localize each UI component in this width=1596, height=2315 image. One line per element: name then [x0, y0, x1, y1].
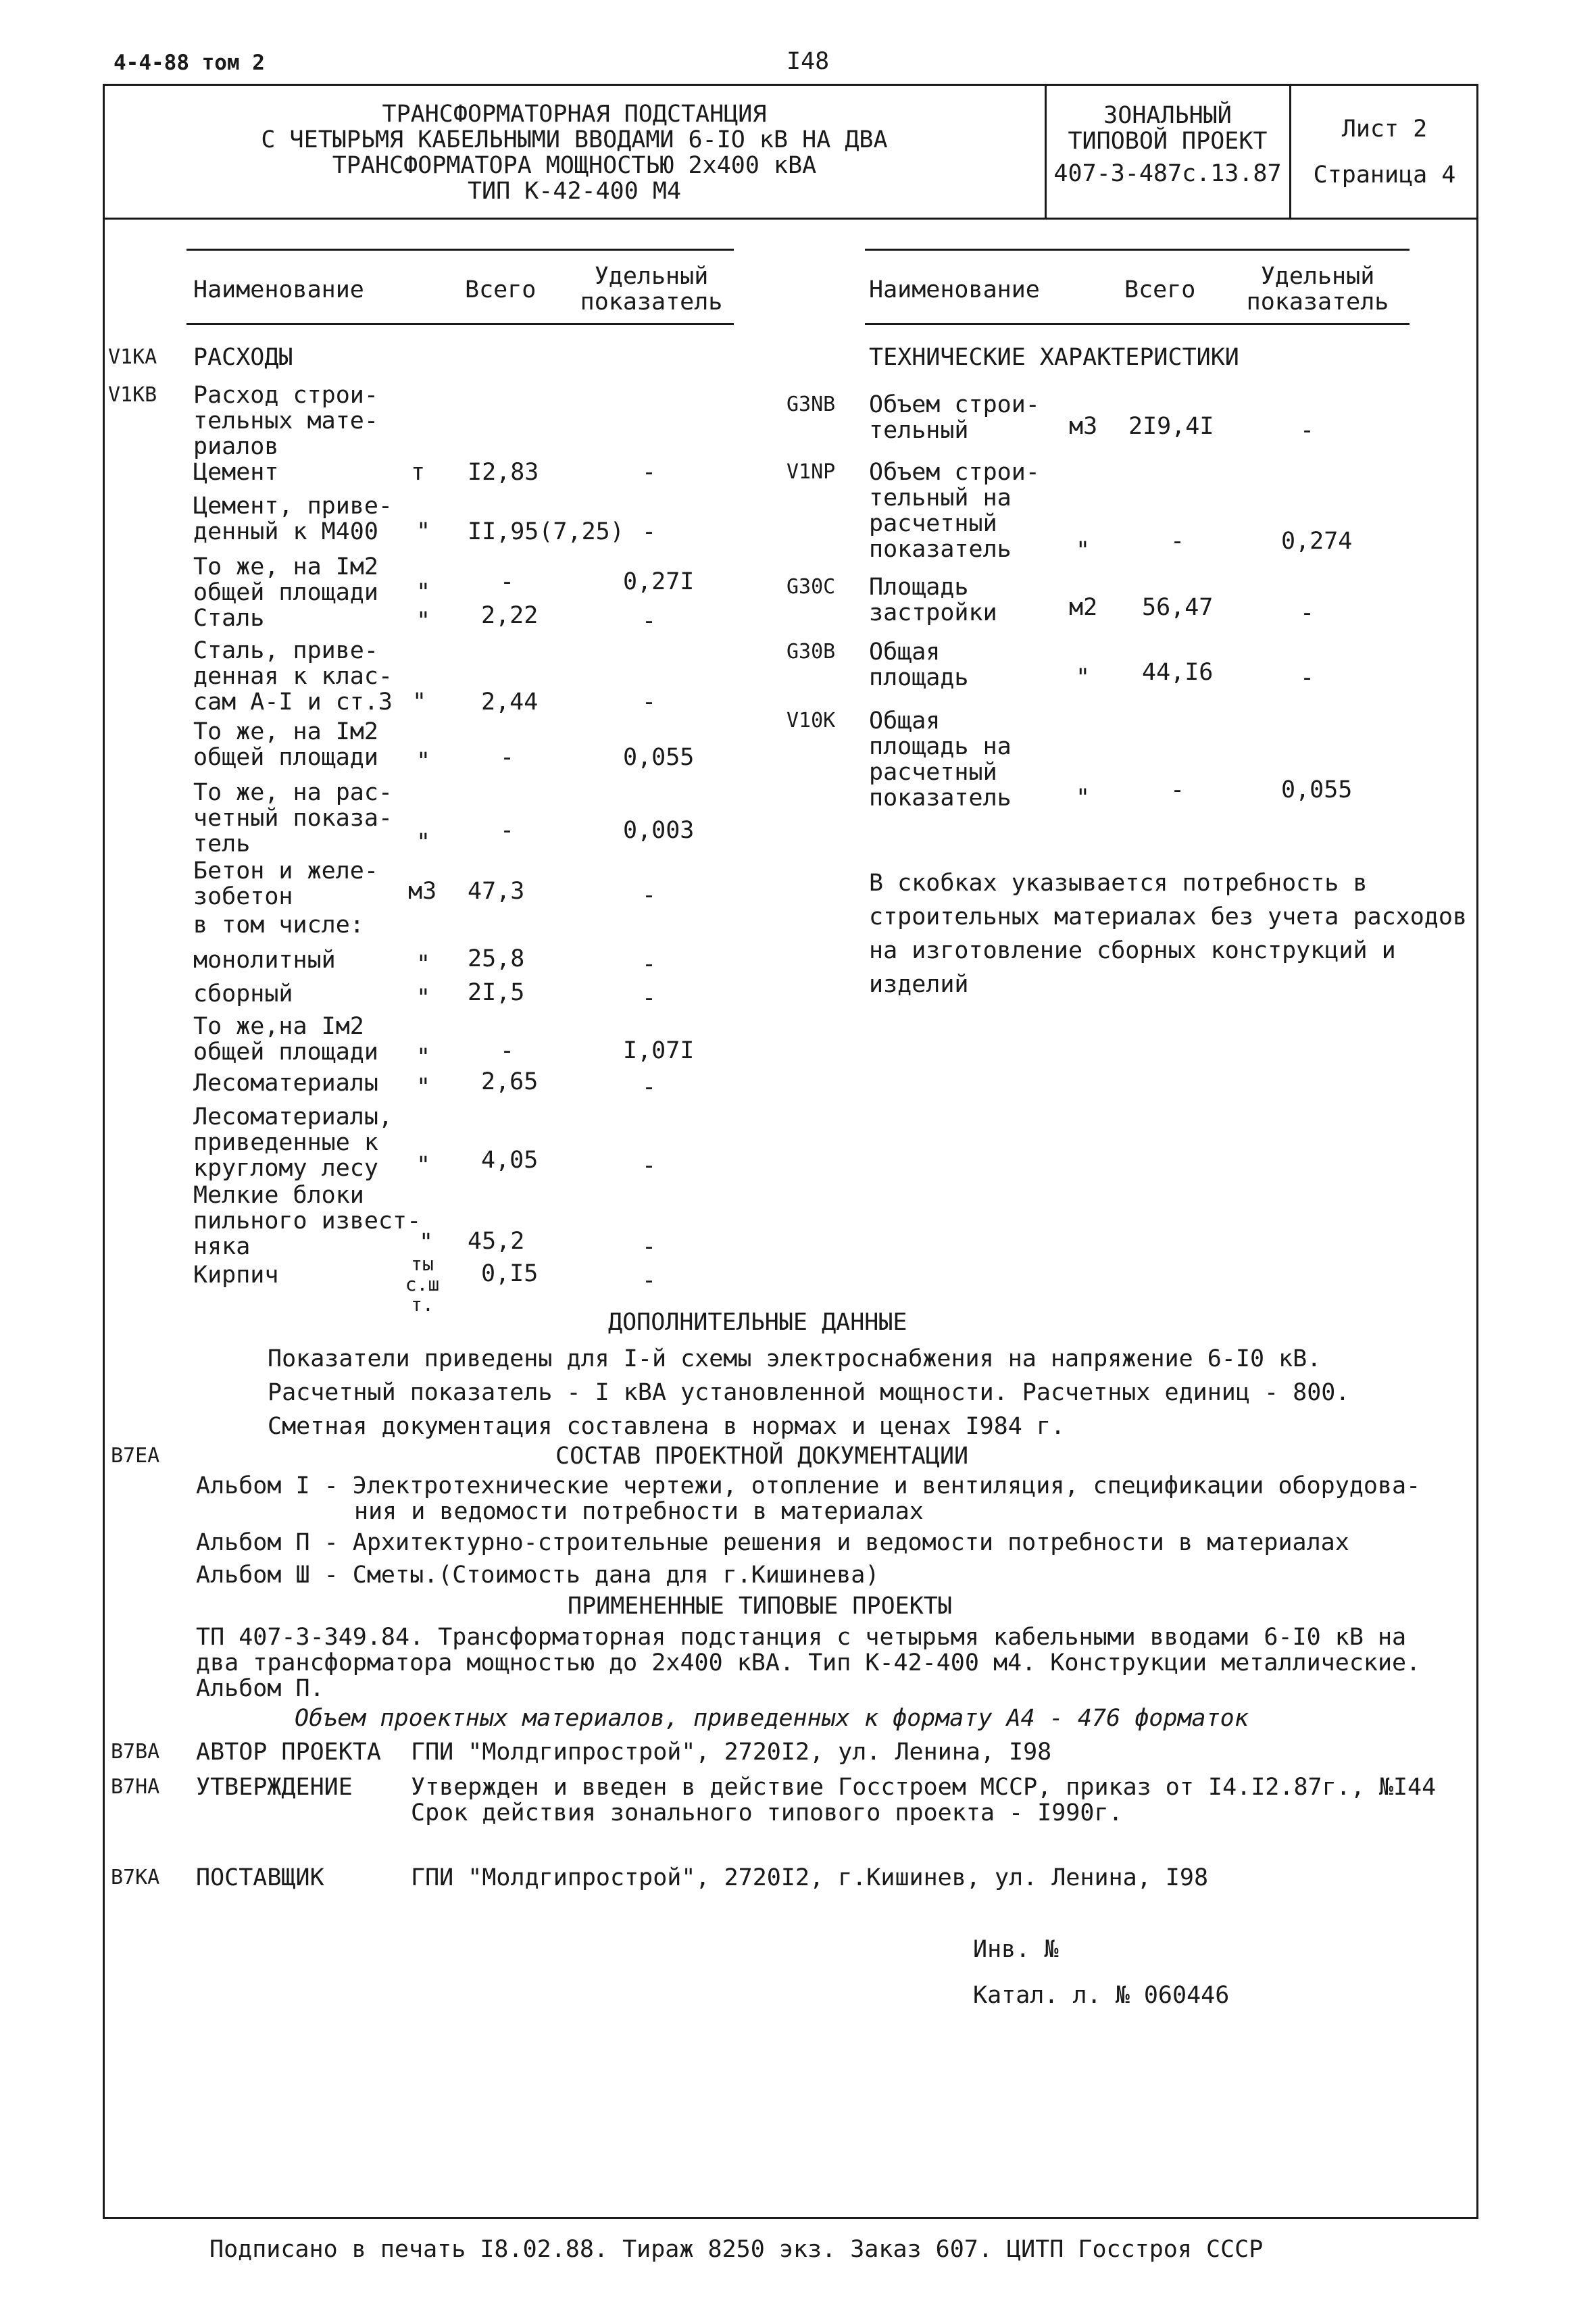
row-unit: " — [416, 1044, 431, 1071]
row-total: 47,3 — [468, 878, 525, 905]
row-total: 2I9,4I — [1128, 413, 1214, 440]
left-header-top-line — [186, 249, 734, 251]
header-title-line: С ЧЕТЫРЬМЯ КАБЕЛЬНЫМИ ВВОДАМИ 6-IO кВ НА ДВА — [261, 126, 888, 153]
row-name-line: денный к М400 — [193, 518, 378, 545]
row-name — [193, 382, 378, 459]
album-1 — [196, 1473, 1420, 1524]
row-total: - — [500, 568, 515, 595]
right-col-total: Всего — [1124, 276, 1196, 303]
row-unit: " — [419, 1229, 434, 1256]
right-header-top-line — [865, 249, 1410, 251]
row-name-line: Цемент, приве- — [193, 493, 393, 520]
row-spec: - — [1300, 417, 1315, 444]
supplier-label: ПОСТАВЩИК — [196, 1864, 324, 1891]
row-name: Кирпич — [193, 1262, 279, 1289]
row-name-line: расчетный — [869, 759, 997, 786]
row-name — [193, 1014, 378, 1065]
row-name-line: Площадь — [869, 574, 969, 601]
row-spec: 0,055 — [1281, 776, 1353, 803]
row-total: - — [1170, 528, 1185, 555]
left-col-specific-2: показатель — [580, 289, 723, 316]
author-code: B7BA — [111, 1740, 160, 1764]
row-name — [193, 719, 378, 770]
row-name-line: денная к клас- — [193, 663, 393, 690]
row-unit: " — [412, 689, 427, 716]
row-name: Сталь — [193, 605, 265, 632]
row-unit: " — [416, 1152, 431, 1179]
project-line: ТИПОВОЙ ПРОЕКТ — [1068, 128, 1268, 155]
right-col-specific-1: Удельный — [1260, 263, 1375, 290]
composition-code: B7EA — [111, 1444, 160, 1468]
album-2: Альбом П - Архитектурно-строительные решения и ведомости потребности в материалах — [196, 1529, 1349, 1556]
row-spec: - — [642, 1267, 657, 1294]
row-name-line: застройки — [869, 599, 997, 626]
note-line: В скобках указывается потребность в — [869, 870, 1368, 897]
header-title-line: ТРАНСФОРМАТОРНАЯ ПОДСТАНЦИЯ — [382, 101, 767, 128]
row-unit: " — [416, 748, 431, 775]
row-total: 45,2 — [468, 1228, 525, 1255]
right-header-bottom-line — [865, 323, 1410, 325]
row-name-line: тель — [193, 830, 251, 857]
row-total: 2,22 — [481, 602, 539, 629]
row-unit: м2 — [1069, 594, 1098, 621]
row-name-line: показатель — [869, 536, 1012, 563]
row-name-line: Объем строи- — [869, 391, 1040, 418]
row-unit: " — [416, 579, 431, 606]
note-line: изделий — [869, 971, 969, 998]
approval-lines — [411, 1774, 1436, 1826]
row-spec: - — [642, 1152, 657, 1179]
approval-line: Утвержден и введен в действие Госстроем МССР, приказ от I4.I2.87г., №I44 — [411, 1774, 1437, 1801]
row-code: G30C — [787, 575, 836, 599]
applied-line: ТП 407-3-349.84. Трансформаторная подстанция с четырьмя кабельными вводами 6-I0 кВ на — [196, 1624, 1407, 1651]
right-note — [869, 866, 1467, 1001]
row-name-line: приведенные к — [193, 1129, 378, 1156]
approval-label: УТВЕРЖДЕНИЕ — [196, 1774, 353, 1801]
row-spec: 0,055 — [623, 744, 695, 771]
row-name — [869, 392, 1040, 443]
row-name-line: пильного извест- — [193, 1208, 422, 1235]
row-total: 25,8 — [468, 945, 525, 972]
row-total: 4,05 — [481, 1147, 539, 1174]
supplier-text: ГПИ "Молдгипрострой", 2720I2, г.Кишинев, ул. Ленина, I98 — [411, 1864, 1209, 1891]
row-unit: м3 — [408, 878, 437, 905]
left-col-total: Всего — [465, 276, 537, 303]
row-spec: - — [642, 985, 657, 1012]
row-name-line: Мелкие блоки — [193, 1182, 364, 1209]
additional-title: ДОПОЛНИТЕЛЬНЫЕ ДАННЫЕ — [608, 1309, 907, 1336]
row-code: V1NP — [787, 460, 836, 484]
row-name-line: тельный — [869, 417, 969, 444]
row-name — [869, 574, 997, 626]
header-title-line: ТИП К-42-400 М4 — [467, 178, 682, 205]
project-line: ЗОНАЛЬНЫЙ — [1103, 102, 1232, 129]
row-total: 2I,5 — [468, 979, 525, 1006]
row-total: - — [500, 744, 515, 771]
header-divider — [103, 218, 1478, 220]
row-total: - — [500, 817, 515, 844]
row-total: II,95(7,25) — [468, 518, 624, 545]
row-code: G3NB — [787, 393, 836, 416]
row-total: 2,44 — [481, 689, 539, 716]
additional-line: Расчетный показатель - I кВА установленной мощности. Расчетных единиц - 800. — [268, 1379, 1350, 1406]
row-name — [193, 1104, 393, 1181]
row-unit: " — [416, 518, 431, 545]
row-name — [193, 554, 378, 605]
row-total: 0,I5 — [481, 1260, 539, 1287]
row-name-line: Сталь, приве- — [193, 637, 378, 664]
row-spec: I,07I — [623, 1037, 695, 1064]
page-label: Страница 4 — [1313, 161, 1456, 189]
left-section-code: V1KA — [108, 345, 157, 369]
row-total: 2,65 — [481, 1068, 539, 1095]
header-title — [108, 101, 1041, 204]
row-name-line: показатель — [869, 785, 1012, 812]
row-name: Цемент — [193, 459, 279, 486]
composition-title: СОСТАВ ПРОЕКТНОЙ ДОКУМЕНТАЦИИ — [555, 1443, 969, 1470]
row-name-line: Объем строи- — [869, 459, 1040, 486]
row-name: Лесоматериалы — [193, 1070, 378, 1097]
right-col-name: Наименование — [869, 276, 1040, 303]
row-name-line: То же, на Iм2 — [193, 553, 378, 580]
row-code: G30B — [787, 640, 836, 664]
applied-lines — [196, 1624, 1420, 1701]
row-name-line: общей площади — [193, 579, 378, 606]
row-name-line: площадь на — [869, 733, 1012, 760]
album-3: Альбом Ш - Сметы.(Стоимость дана для г.Кишинева) — [196, 1562, 880, 1589]
row-spec: - — [642, 882, 657, 909]
inventory-number: Инв. № — [973, 1936, 1059, 1963]
row-name-line: То же,на Iм2 — [193, 1013, 364, 1040]
page-number: I48 — [787, 48, 830, 75]
row-unit: т — [411, 459, 426, 486]
row-spec: - — [642, 951, 657, 978]
additional-line: Сметная документация составлена в нормах и ценах I984 г. — [268, 1413, 1066, 1440]
right-col-specific-2: показатель — [1246, 289, 1389, 316]
left-col-name: Наименование — [193, 276, 364, 303]
row-unit: м3 — [1069, 413, 1098, 440]
row-name — [193, 493, 393, 545]
row-name-line: риалов — [193, 433, 279, 460]
project-block — [1049, 103, 1287, 186]
row-name-line: Общая — [869, 707, 941, 735]
row-name-line: няка — [193, 1233, 251, 1260]
row-total: 56,47 — [1142, 594, 1214, 621]
row-spec: 0,003 — [623, 817, 695, 844]
approval-line: Срок действия зонального типового проекта - I990г. — [411, 1799, 1123, 1826]
additional-line: Показатели приведены для I-й схемы электроснабжения на напряжение 6-I0 кВ. — [268, 1345, 1322, 1372]
row-spec: - — [642, 689, 657, 716]
applied-line: Альбом П. — [196, 1675, 324, 1702]
row-total: I2,83 — [468, 459, 539, 486]
row-name — [193, 1183, 421, 1260]
row-unit: " — [416, 1074, 431, 1101]
row-unit: " — [1076, 664, 1091, 691]
row-name: в том числе: — [193, 912, 364, 939]
row-unit: " — [1076, 785, 1091, 812]
row-spec: - — [1300, 664, 1315, 691]
header-vsep-2 — [1289, 84, 1291, 219]
row-name-line: четный показа- — [193, 805, 393, 832]
row-spec: 0,27I — [623, 568, 695, 595]
row-name-line: площадь — [869, 664, 969, 691]
row-spec: - — [642, 1074, 657, 1101]
row-name-line: расчетный — [869, 510, 997, 537]
row-name-line: То же, на Iм2 — [193, 718, 378, 745]
row-total: 44,I6 — [1142, 659, 1214, 686]
row-unit: " — [416, 985, 431, 1012]
row-spec: - — [1300, 599, 1315, 626]
row-unit: " — [416, 829, 431, 856]
row-name-line: Расход строи- — [193, 382, 378, 409]
row-total: - — [1170, 776, 1185, 803]
supplier-code: B7KA — [111, 1866, 160, 1889]
row-code: V1KB — [108, 383, 157, 407]
project-number: 407-3-487с.13.87 — [1053, 160, 1282, 187]
row-name-line: Общая — [869, 639, 941, 666]
row-spec: - — [642, 607, 657, 634]
row-name — [193, 780, 393, 857]
row-name-line: тельный на — [869, 484, 1012, 512]
row-name-line: Лесоматериалы, — [193, 1103, 393, 1130]
additional-lines — [268, 1342, 1349, 1443]
approval-code: B7HA — [111, 1775, 160, 1799]
row-name-line: общей площади — [193, 1039, 378, 1066]
row-total: - — [500, 1037, 515, 1064]
row-name — [869, 639, 969, 691]
row-name — [869, 708, 1012, 811]
row-spec: - — [642, 518, 657, 545]
row-name — [869, 459, 1040, 562]
row-name — [193, 638, 393, 715]
row-name-line: То же, на рас- — [193, 779, 393, 806]
left-col-specific — [570, 264, 732, 315]
row-unit: тыс.шт. — [405, 1253, 440, 1316]
row-name-line: общей площади — [193, 744, 378, 771]
row-unit: " — [416, 951, 431, 978]
left-header-bottom-line — [186, 323, 734, 325]
header-title-line: ТРАНСФОРМАТОРА МОЩНОСТЬЮ 2х400 кВА — [332, 152, 817, 179]
right-col-specific — [1230, 264, 1405, 315]
document-ref: 4-4-88 том 2 — [114, 51, 265, 75]
note-line: строительных материалах без учета расходов — [869, 903, 1468, 930]
row-unit: " — [416, 607, 431, 634]
row-code: V10K — [787, 709, 836, 732]
row-name: монолитный — [193, 947, 336, 974]
row-spec: - — [642, 1233, 657, 1260]
applied-volume: Объем проектных материалов, приведенных к формату А4 - 476 форматок — [295, 1705, 1249, 1732]
row-name-line: зобетон — [193, 883, 293, 910]
author-label: АВТОР ПРОЕКТА — [196, 1739, 381, 1766]
row-name-line: сам А-I и ст.3 — [193, 689, 393, 716]
right-section-title: ТЕХНИЧЕСКИЕ ХАРАКТЕРИСТИКИ — [869, 344, 1239, 371]
left-col-specific-1: Удельный — [594, 263, 709, 290]
row-unit: " — [1076, 537, 1091, 564]
row-name: сборный — [193, 980, 293, 1007]
album-1-line: ния и ведомости потребности в материалах — [354, 1498, 924, 1525]
row-name-line: круглому лесу — [193, 1155, 378, 1182]
row-name-line: тельных мате- — [193, 407, 378, 434]
row-name-line: Бетон и желе- — [193, 857, 378, 885]
row-name — [193, 858, 378, 910]
album-1-line: Альбом I - Электротехнические чертежи, отопление и вентиляция, спецификации оборудова- — [196, 1472, 1421, 1499]
row-spec: - — [642, 459, 657, 486]
author-text: ГПИ "Молдгипрострой", 2720I2, ул. Ленина, I98 — [411, 1739, 1052, 1766]
header-vsep-1 — [1045, 84, 1047, 219]
left-section-title: РАСХОДЫ — [193, 344, 293, 371]
footer-print-info: Подписано в печать I8.02.88. Тираж 8250 экз. Заказ 607. ЦИТП Госстроя СССР — [209, 2236, 1264, 2263]
applied-line: два трансформатора мощностью до 2х400 кВА. Тип К-42-400 м4. Конструкции металлические. — [196, 1649, 1421, 1676]
sheet-label: Лист 2 — [1341, 116, 1428, 143]
note-line: на изготовление сборных конструкций и — [869, 937, 1396, 964]
applied-title: ПРИМЕНЕННЫЕ ТИПОВЫЕ ПРОЕКТЫ — [568, 1593, 952, 1620]
catalog-number: Катал. л. № 060446 — [973, 1982, 1230, 2009]
row-spec: 0,274 — [1281, 528, 1353, 555]
